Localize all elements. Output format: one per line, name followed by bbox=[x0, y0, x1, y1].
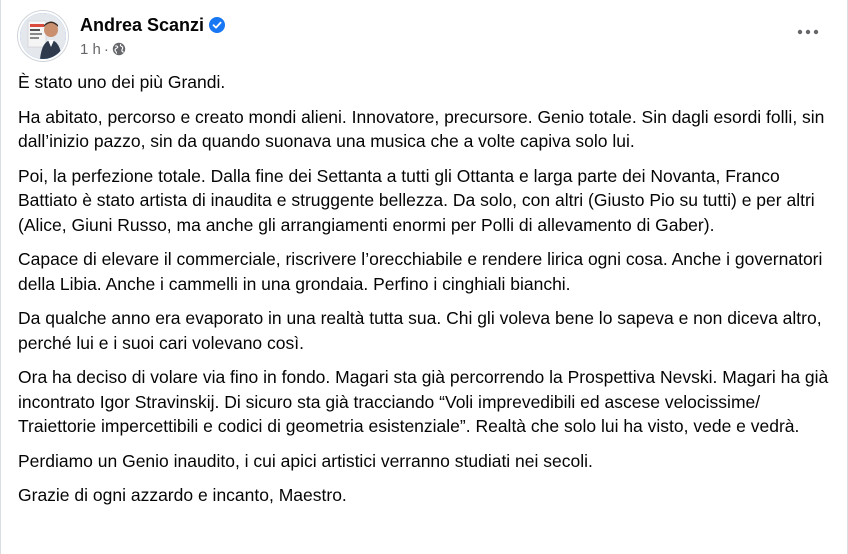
post-timestamp[interactable]: 1 h bbox=[80, 40, 101, 58]
globe-icon[interactable] bbox=[112, 42, 126, 56]
more-options-icon bbox=[797, 29, 819, 35]
post-paragraph: Poi, la perfezione totale. Dalla fine dei Settanta a tutti gli Ottanta e larga parte dei Novanta, Franco Battiato è stato artista di inaudita e struggente bellezza. Da solo, con altri (Giusto Pio su tutti) e per altri (Alice, Giuni Russo, ma anche gli arrangiamenti enormi per Polli di allevamento di Gaber). bbox=[18, 165, 815, 235]
author-name[interactable]: Andrea Scanzi bbox=[80, 14, 205, 35]
post-meta bbox=[80, 40, 225, 58]
post-paragraph: Ora ha deciso di volare via fino in fondo. Magari sta già percorrendo la Prospettiva Nevski. Magari ha già incontrato Igor Stravinskij. Di sicuro sta già tracciando “Voli imprevedibili ed ascese velocissime/ Traiettorie impercettibili e codici di geometria esistenziale”. Realtà che solo lui ha visto, vede e vedrà. bbox=[18, 367, 829, 436]
verified-badge-icon bbox=[209, 17, 225, 33]
post-header bbox=[18, 11, 225, 61]
more-options-button[interactable] bbox=[795, 19, 821, 45]
post-paragraph: È stato uno dei più Grandi. bbox=[18, 72, 226, 92]
story-ring bbox=[18, 11, 68, 61]
post-paragraph: Da qualche anno era evaporato in una realtà tutta sua. Chi gli voleva bene lo sapeva e non diceva altro, perché lui e i suoi cari volevano così. bbox=[18, 308, 822, 353]
author-row bbox=[80, 14, 225, 36]
post-paragraph: Ha abitato, percorso e creato mondi alieni. Innovatore, precursore. Genio totale. Sin dagli esordi folli, sin dall’inizio pazzo, sin da quando suonava una musica che a volte capiva solo lui. bbox=[18, 106, 825, 151]
post-body bbox=[18, 70, 833, 518]
post-paragraph: Perdiamo un Genio inaudito, i cui apici artistici verranno studiati nei secoli. bbox=[18, 450, 593, 471]
meta-separator: · bbox=[103, 40, 109, 58]
post-paragraph: Grazie di ogni azzardo e incanto, Maestro. bbox=[18, 485, 347, 505]
author-avatar[interactable] bbox=[18, 11, 68, 61]
post-paragraph: Capace di elevare il commerciale, riscrivere l’orecchiabile e rendere lirica ogni cosa. Anche i governatori della Libia. Anche i cammelli in una grondaia. Perfino i cinghiali bianchi. bbox=[18, 249, 823, 294]
header-text bbox=[80, 14, 225, 58]
